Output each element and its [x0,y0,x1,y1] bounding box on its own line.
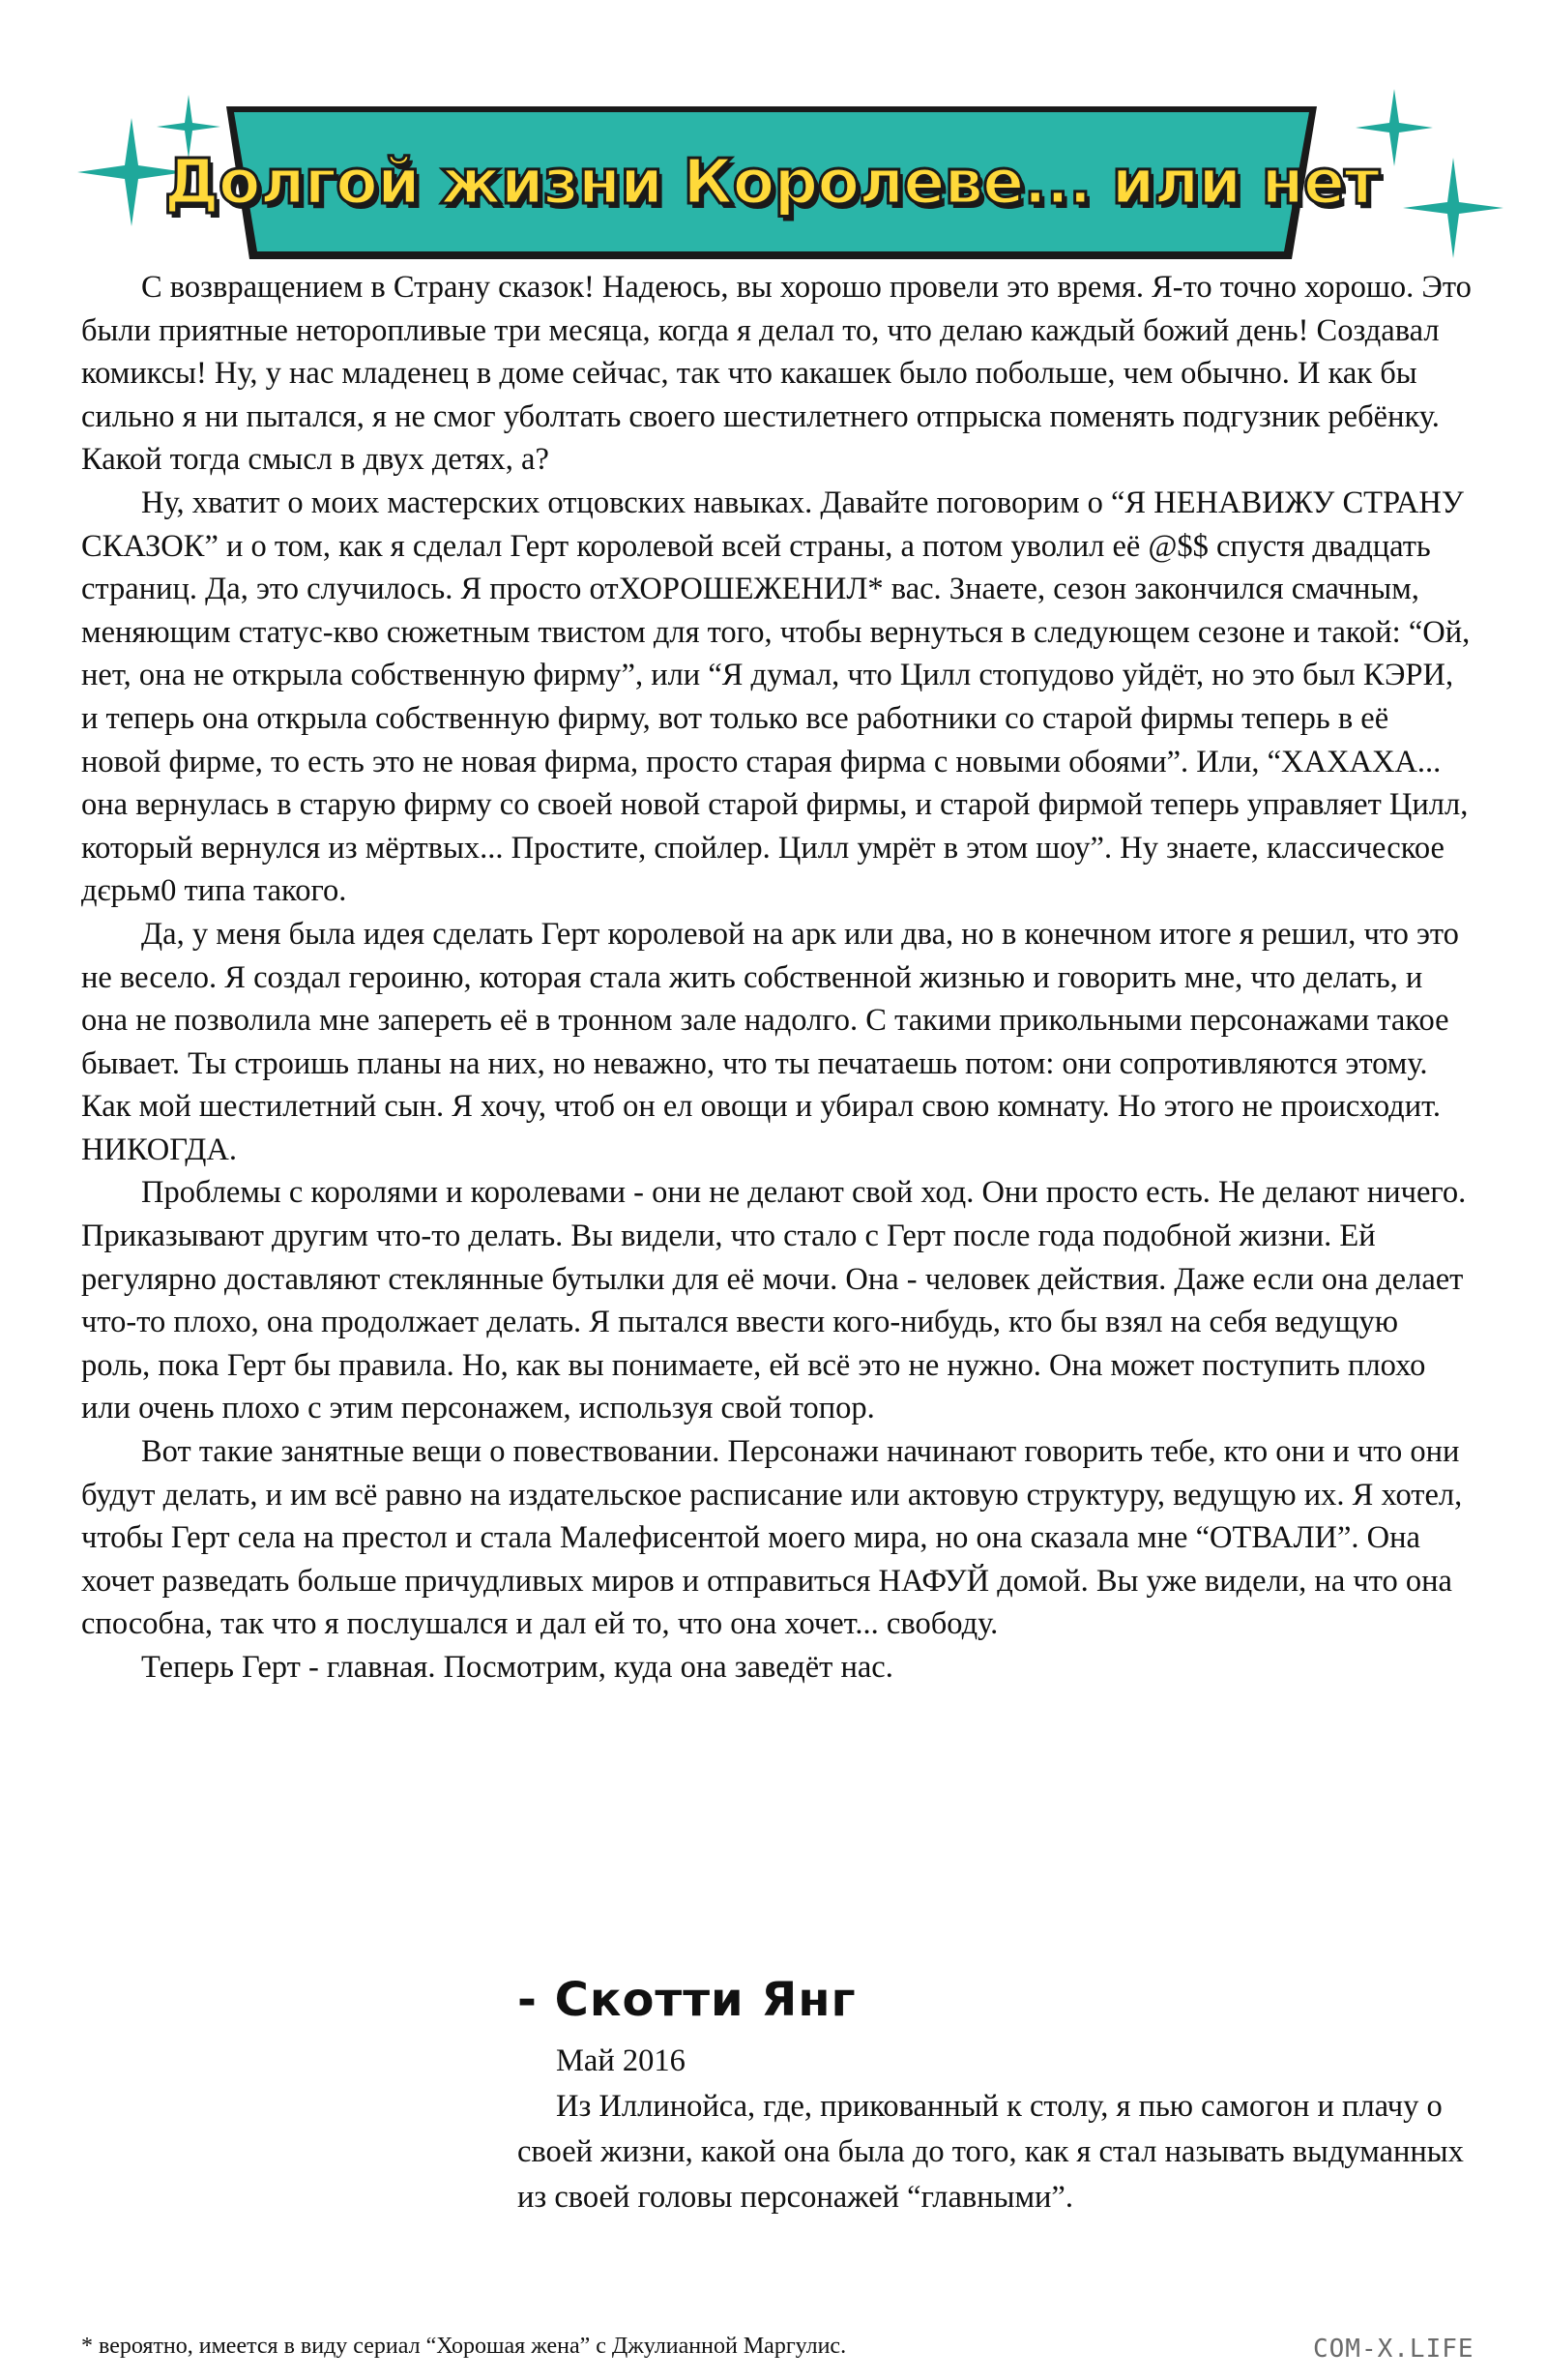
signature-date: Май 2016 [556,2043,686,2078]
page-title: Долгой жизни Королеве... или нет [163,147,1380,219]
footnote: * вероятно, имеется в виду сериал “Хорошая жена” с Джулианной Маргулис. [81,2334,847,2359]
paragraph: С возвращением в Страну сказок! Надеюсь, вы хорошо провели это время. Я-то точно хорошо. Это были приятные неторопливые три месяца, когда я делал то, что делаю каждый божий день! Создавал комиксы! Ну, у нас младенец в доме сейчас, так что какашек было побольше, чем обычно. И как бы сильно я ни пытался, я не смог уболтать своего шестилетнего отпрыска поменять подгузник ребёнку. Какой тогда смысл в двух детях, а? [81,270,1472,478]
sparkle-icon [1400,155,1506,261]
signature-body [517,2039,1484,2220]
author-signature: - Скотти Янг [517,1973,857,2027]
article-body [81,266,1474,1690]
paragraph: Да, у меня была идея сделать Герт королевой на арк или два, но в конечном итоге я решил, что это не весело. Я создал героиню, которая стала жить собственной жизнью и говорить мне, что делать, и она не позволила мне запереть её в тронном зале надолго. С такими прикольными персонажами такое бывает. Ты строишь планы на них, но неважно, что ты печатаешь потом: они сопротивляются этому. Как мой шестилетний сын. Я хочу, чтоб он ел овощи и убирал свою комнату. Но этого не происходит. НИКОГДА. [81,916,1459,1167]
paragraph: Ну, хватит о моих мастерских отцовских навыках. Давайте поговорим о “Я НЕНАВИЖУ СТРАНУ СКАЗОК” и о том, как я сделал Герт королевой всей страны, а потом уволил её @$$ спустя двадцать страниц. Да, это случилось. Я просто отХОРОШЕЖЕНИЛ* вас. Знаете, сезон закончился смачным, меняющим статус-кво сюжетным твистом для того, чтобы вернуться в следующем сезоне и такой: “Ой, нет, она не открыла собственную фирму”, или “Я думал, что Цилл стопудово уйдёт, но это был КЭРИ, и теперь она открыла собственную фирму, вот только все работники со старой фирмы теперь в её новой фирме, то есть это не новая фирма, просто старая фирма с новыми обоями”. Или, “ХАХАХА... она вернулась в старую фирму со своей новой старой фирмы, и старой фирмой теперь управляет Цилл, который вернулся из мёртвых... Простите, спойлер. Цилл умрёт в этом шоу”. Ну знаете, классическое дєрьм0 типа такого. [81,485,1471,909]
signature-note: Из Иллинойса, где, прикованный к столу, я пью самогон и плачу о своей жизни, какой она была до того, как я стал называть выдуманных из своей головы персонажей “главными”. [517,2089,1464,2215]
paragraph: Вот такие занятные вещи о повествовании. Персонажи начинают говорить тебе, кто они и что они будут делать, и им всё равно на издательское расписание или актовую структуру, ведущую их. Я хотел, чтобы Герт села на престол и стала Малефисентой моего мира, но она сказала мне “ОТВАЛИ”. Она хочет разведать больше причудливых миров и отправиться НАФУЙ домой. Вы уже видели, на что она способна, так что я послушался и дал ей то, что она хочет... свободу. [81,1434,1463,1642]
watermark: COM-X.LIFE [1313,2335,1474,2364]
paragraph: Проблемы с королями и королевами - они не делают свой ход. Они просто есть. Не делают ничего. Приказывают другим что-то делать. Вы видели, что стало с Герт после года подобной жизни. Ей регулярно доставляют стеклянные бутылки для её мочи. Она - человек действия. Даже если она делает что-то плохо, она продолжает делать. Я пытался ввести кого-нибудь, кто бы взял на себя ведущую роль, пока Герт бы правила. Но, как вы понимаете, ей всё это не нужно. Она может поступить плохо или очень плохо с этим персонажем, используя свой топор. [81,1175,1467,1426]
signature-block [517,1971,1484,2220]
paragraph: Теперь Герт - главная. Посмотрим, куда она заведёт нас. [141,1650,893,1685]
title-banner [163,101,1380,265]
